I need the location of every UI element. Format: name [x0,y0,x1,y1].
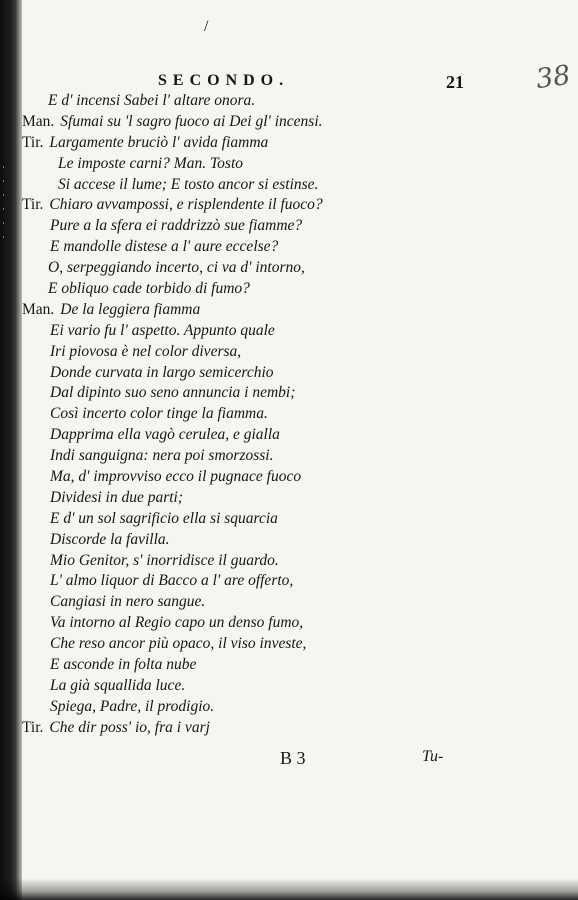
verse-line [22,446,578,467]
verse-line [22,342,578,363]
verse-line [22,467,578,488]
verse-line-text: Dapprima ella vagò cerulea, e gialla [50,426,280,444]
verse-line-text: E mandolle distese a l' aure eccelse? [50,238,279,256]
verse-line-text: Donde curvata in largo semicerchio [50,363,274,381]
verse-line-text: Dividesi in due parti; [50,488,184,506]
verse-line-text: Chiaro avvampossi, e risplendente il fuoco? [49,196,323,214]
verse-line-text: Indi sanguigna: nera poi smorzossi. [50,447,274,465]
verse-line-text: E d' incensi Sabei l' altare onora. [48,92,256,109]
verse-line-text: E obliquo cade torbido di fumo? [48,280,250,298]
verse-line-text: E asconde in folta nube [50,656,197,674]
speaker-label: Man. [22,112,55,130]
binding-gutter [0,0,22,900]
verse-line-text: Mio Genitor, s' inorridisce il guardo. [50,551,279,569]
verse-line [22,175,578,196]
verse-line [22,404,578,425]
verse-line [22,237,578,258]
verse-line-text: La già squallida luce. [50,676,186,694]
verse-line [22,363,578,384]
verse-line [22,258,578,279]
verse-line [22,613,578,634]
verse-line [22,112,578,133]
signature-mark: B 3 [280,748,306,768]
verse-line [22,216,578,237]
pencil-tick: / [204,18,209,35]
verse-line-text: Cangiasi in nero sangue. [50,593,206,611]
page-edge-shadow [0,878,578,900]
verse-line [22,300,578,321]
verse-line [22,509,578,530]
verse-line [22,592,578,613]
book-page [22,0,578,900]
verse-line-text: Largamente bruciò l' avida fiamma [49,133,269,151]
verse-line-text: Le imposte carni? Man. Tosto [58,154,244,172]
verse-line-text: L' almo liquor di Bacco a l' are offerto, [50,572,294,590]
speaker-label: Man. [22,300,55,318]
speaker-label: Tir. [22,718,44,736]
verse-line [22,697,578,718]
verse-line-text: Va intorno al Regio capo un denso fumo, [50,614,304,632]
verse-line-text: Discorde la favilla. [50,530,170,548]
verse-line-text: Si accese il lume; E tosto ancor si estinse. [58,175,319,193]
verse-line [22,676,578,697]
verse-line [22,718,578,739]
verse-line-text: E d' un sol sagrificio ella si squarcia [50,509,278,527]
verse-line-text: Iri piovosa è nel color diversa, [50,342,242,360]
verse-line [22,154,578,175]
speaker-label: Tir. [22,133,44,151]
verse-line [22,133,578,154]
catchword: Tu- [422,748,444,765]
verse-line-text: Pure a la sfera ei raddrizzò sue fiamme? [50,217,303,235]
verse-line-text: Dal dipinto suo seno annuncia i nembi; [50,384,296,402]
verse-line-text: Ei vario fu l' aspetto. Appunto quale [50,321,275,339]
verse-line [22,195,578,216]
verse-line [22,655,578,676]
verse-line-text: Che reso ancor più opaco, il viso investe, [50,635,307,653]
verse-line-text: Ma, d' improvviso ecco il pugnace fuoco [50,468,302,486]
page-number: 21 [446,72,464,92]
verse-line [22,530,578,551]
verse-line [22,425,578,446]
speaker-label: Tir. [22,196,44,214]
verse-line [22,279,578,300]
verse-line-text: De la leggiera fiamma [60,300,201,318]
verse-line [22,634,578,655]
verse-line-text: Così incerto color tinge la fiamma. [50,405,268,423]
verse-line-text: Spiega, Padre, il prodigio. [50,697,215,715]
verse-line-text: O, serpeggiando incerto, ci va d' intorno, [48,259,305,277]
verse-line [22,383,578,404]
verse-line [22,551,578,572]
verse-line [22,488,578,509]
verse-text [22,91,578,739]
handwritten-page-number: 38 [534,59,573,96]
verse-line-text: Sfumai su 'l sagro fuoco ai Dei gl' incensi. [60,112,323,130]
verse-line [22,571,578,592]
running-head: SECONDO. [158,72,290,89]
verse-line-text: Che dir poss' io, fra i varj [49,718,210,736]
verse-line [22,321,578,342]
gutter-marks: · · · · · · [2,162,5,242]
verse-line [22,91,578,112]
